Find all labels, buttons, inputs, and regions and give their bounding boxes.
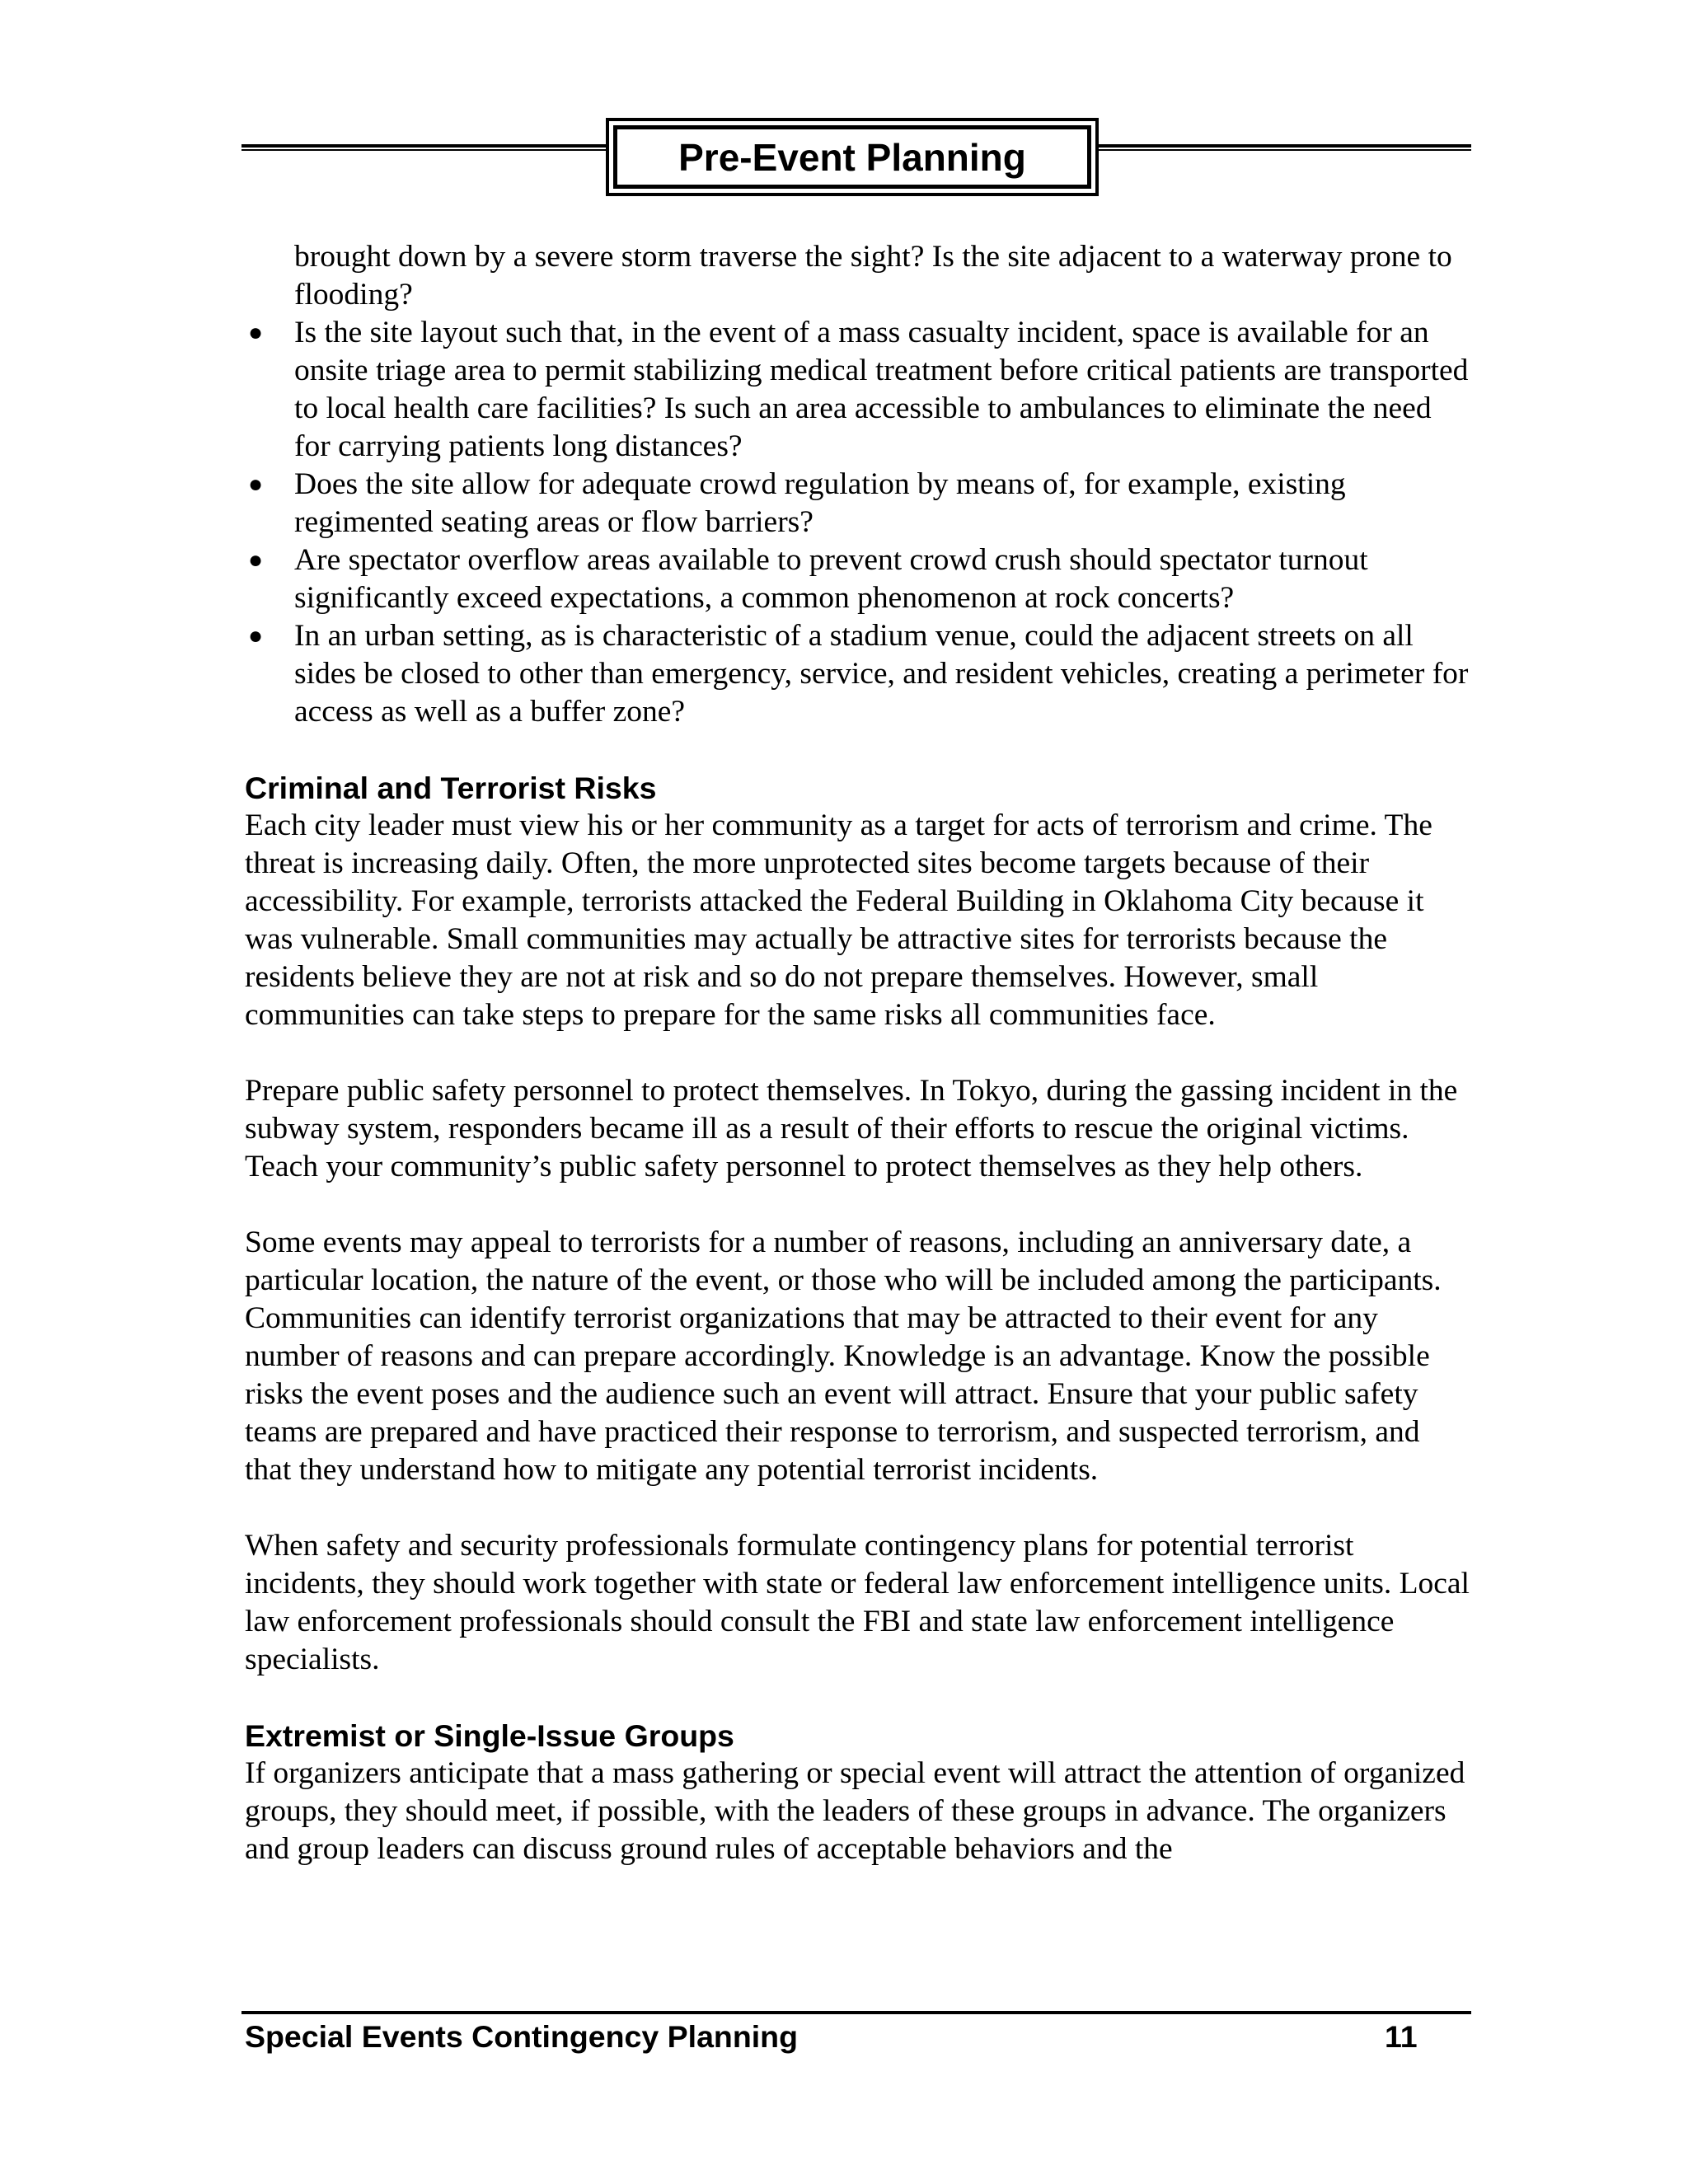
bullet-item (245, 617, 1473, 731)
page-header-title: Pre-Event Planning (678, 135, 1026, 179)
bullet-text: In an urban setting, as is characteristic of a stadium venue, could the adjacent streets on all sides be closed to other than emergency, service, and resident vehicles, creating a perimeter for access as well as a buffer zone? (294, 619, 1469, 729)
bullet-item (245, 314, 1473, 466)
header-rule-right (1096, 144, 1471, 151)
paragraph: If organizers anticipate that a mass gathering or special event will attract the attention of organized groups, they should meet, if possible, with the leaders of these groups in advance. The organizers and group leaders can discuss ground rules of acceptable behaviors and the (245, 1756, 1465, 1866)
document-body (245, 238, 1473, 1868)
bullet-item (245, 466, 1473, 541)
bullet-text: Is the site layout such that, in the event of a mass casualty incident, space is available for an onsite triage area to permit stabilizing medical treatment before critical patients are transported to local health care facilities? Is such an area accessible to ambulances to eliminate the need for carrying patients long distances? (294, 316, 1469, 463)
paragraph: When safety and security professionals formulate contingency plans for potential terrorist incidents, they should work together with state or federal law enforcement intelligence units. Local law enforcement professionals should consult the FBI and state law enforcement intelligence specialists. (245, 1529, 1470, 1676)
section-heading-extremist-groups: Extremist or Single-Issue Groups (245, 1718, 734, 1753)
bullet-text: Does the site allow for adequate crowd regulation by means of, for example, existing regimented seating areas or flow barriers? (294, 467, 1346, 539)
bullet-icon: ● (248, 319, 264, 346)
bullet-icon: ● (248, 471, 264, 498)
page-number: 11 (1385, 2019, 1418, 2054)
bullet-icon: ● (248, 546, 264, 574)
header-title-box (606, 118, 1099, 196)
bullet-item (245, 541, 1473, 617)
bullet-icon: ● (248, 622, 264, 649)
paragraph: Some events may appeal to terrorists for a number of reasons, including an anniversary date, a particular location, the nature of the event, or those who will be included among the participants. Communities can identify terrorist organizations that may be attracted to their event for any number of reasons and can prepare accordingly. Knowledge is an advantage. Know the possible risks the event poses and the audience such an event will attract. Ensure that your public safety teams are prepared and have practiced their response to terrorism, and suspected terrorism, and that they understand how to mitigate any potential terrorist incidents. (245, 1226, 1442, 1487)
paragraph: Each city leader must view his or her community as a target for acts of terrorism and crime. The threat is increasing daily. Often, the more unprotected sites become targets because of their accessibility. For example, terrorists attacked the Federal Building in Oklahoma City because it was vulnerable. Small communities may actually be attractive sites for terrorists because the residents believe they are not at risk and so do not prepare themselves. However, small communities can take steps to prepare for the same risks all communities face. (245, 808, 1432, 1032)
section-heading-criminal-terrorist-risks: Criminal and Terrorist Risks (245, 771, 657, 805)
footer-rule (241, 2011, 1471, 2014)
paragraph: Prepare public safety personnel to protect themselves. In Tokyo, during the gassing incident in the subway system, responders became ill as a result of their efforts to rescue the original victims. Teach your community’s public safety personnel to protect themselves as they help others. (245, 1074, 1458, 1183)
continuation-text: brought down by a severe storm traverse the sight? Is the site adjacent to a waterway prone to flooding? (294, 240, 1452, 312)
bullet-list (245, 314, 1473, 731)
bullet-text: Are spectator overflow areas available to prevent crowd crush should spectator turnout significantly exceed expectations, a common phenomenon at rock concerts? (294, 543, 1368, 615)
header-rule-left (241, 144, 608, 151)
header-title-box-inner (613, 125, 1091, 189)
footer-title: Special Events Contingency Planning (245, 2019, 798, 2054)
